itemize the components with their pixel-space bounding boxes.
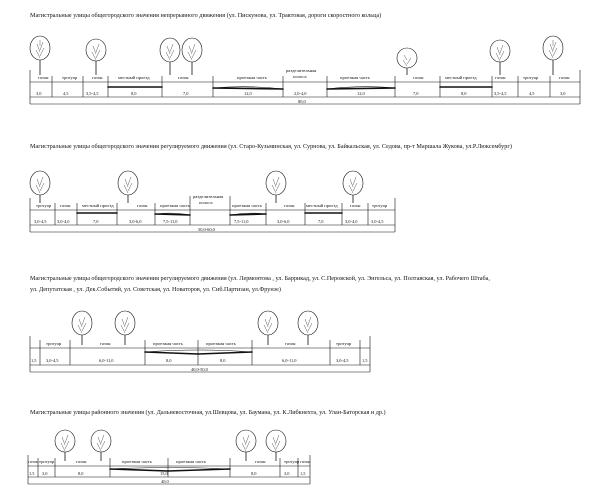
zone-width: 8,0 bbox=[78, 471, 84, 476]
zone-label: газон bbox=[38, 75, 49, 80]
zone-width: 6,0-11,0 bbox=[99, 358, 114, 363]
zone-label: газон bbox=[255, 459, 266, 464]
section-4-caption: Магистральные улицы районного значения (ул. Дальневосточная, ул.Шевцова, ул. Баумана, ул. К.Либкнехта, ул. Улан-Баторская и др.) bbox=[30, 409, 386, 416]
zone-label: газон bbox=[284, 203, 295, 208]
zone-label: местный проезд bbox=[445, 75, 477, 80]
zone-label: газон bbox=[92, 75, 103, 80]
tree-icon bbox=[55, 430, 75, 461]
total-width: 80,0 bbox=[298, 99, 306, 104]
zone-label: полоса bbox=[199, 200, 213, 205]
zone-label: газон bbox=[60, 203, 71, 208]
tree-icon bbox=[91, 430, 111, 461]
zone-width: 6,0-11,0 bbox=[282, 358, 297, 363]
zone-width: 3,0-4,5 bbox=[34, 219, 47, 224]
zone-label: проезжая часть bbox=[340, 75, 370, 80]
tree-icon bbox=[258, 311, 278, 345]
zone-label: тротуар bbox=[36, 203, 52, 208]
zone-width: 12,0 bbox=[357, 91, 365, 96]
zone-width: 7,5-11,0 bbox=[163, 219, 178, 224]
zone-width: 8,0 bbox=[166, 358, 172, 363]
zone-width: 3,0-4,5 bbox=[46, 358, 59, 363]
zone-width: 3,0 bbox=[560, 91, 566, 96]
zone-width: 3,0 bbox=[284, 471, 290, 476]
zone-width: 8,0 bbox=[461, 91, 467, 96]
section-3-caption-line-2: ул. Депутатская , ул. Дек.Событий, ул. Советская, ул. Новаторов, ул. Сиб.Партизан, ул.Фрунзе) bbox=[30, 286, 281, 293]
zone-width: 7,0 bbox=[183, 91, 189, 96]
zone-label: газон bbox=[28, 459, 39, 464]
zone-width: 3,0 bbox=[36, 91, 42, 96]
section-4 bbox=[28, 409, 386, 485]
zone-label: тротуар bbox=[39, 459, 55, 464]
tree-icon bbox=[236, 430, 256, 461]
zone-label: местный проезд bbox=[118, 75, 150, 80]
zone-label: проезжая часть bbox=[232, 203, 262, 208]
zone-label: проезжая часть bbox=[153, 341, 183, 346]
zone-width: 3,5-4,5 bbox=[86, 91, 99, 96]
zone-label: местный проезд bbox=[82, 203, 114, 208]
zone-width: 4,5 bbox=[529, 91, 535, 96]
tree-icon bbox=[30, 171, 50, 203]
tree-icon bbox=[490, 40, 510, 75]
zone-label: проезжая часть bbox=[237, 75, 267, 80]
section-4-dimensions bbox=[29, 471, 306, 485]
zone-label: тротуар bbox=[372, 203, 388, 208]
section-1-caption: Магистральные улицы общегородского значения непрерывного движения (ул. Пискунова, ул. Трактовая, дороги скоростного кольца) bbox=[30, 12, 382, 19]
zone-width: 1,5 bbox=[29, 471, 35, 476]
section-2-zones bbox=[36, 194, 388, 208]
total-width: 40,0 bbox=[161, 479, 169, 484]
zone-width: 12,0 bbox=[244, 91, 252, 96]
zone-width: 4,5 bbox=[63, 91, 69, 96]
tree-icon bbox=[266, 430, 286, 461]
zone-label: газон bbox=[413, 75, 424, 80]
tree-icon bbox=[266, 171, 286, 203]
tree-icon bbox=[160, 38, 180, 75]
tree-icon bbox=[543, 36, 563, 75]
zone-label: тротуар bbox=[336, 341, 352, 346]
zone-width: 8,0 bbox=[220, 358, 226, 363]
total-width: 40,0-50,0 bbox=[191, 367, 208, 372]
zone-width: 3,0-4,5 bbox=[371, 219, 384, 224]
tree-icon bbox=[343, 171, 363, 203]
section-1 bbox=[30, 12, 580, 105]
zone-label: тротуар bbox=[284, 459, 300, 464]
tree-icon bbox=[118, 171, 138, 203]
zone-width: 3,0-4,0 bbox=[57, 219, 70, 224]
zone-label: газон bbox=[300, 459, 311, 464]
section-4-zones bbox=[28, 459, 311, 464]
zone-label: разделительная bbox=[193, 194, 224, 199]
zone-label: проезжая часть bbox=[206, 341, 236, 346]
section-2 bbox=[30, 143, 512, 233]
zone-label: проезжая часть bbox=[176, 459, 206, 464]
zone-label: тротуар bbox=[62, 75, 78, 80]
zone-label: газон bbox=[137, 203, 148, 208]
zone-width: 3,0-6,0 bbox=[277, 219, 290, 224]
section-3-caption-line-1: Магистральные улицы общегородского значения регулируемого движения (ул. Лермонтова , ул. Баррикад, ул. С.Перовской, ул. Энгельса, ул. Полтавская, ул. Рабочего Штаба, bbox=[30, 275, 490, 282]
zone-label: газон bbox=[285, 341, 296, 346]
zone-width: 8,0 bbox=[131, 91, 137, 96]
total-width: 50,0-60,0 bbox=[198, 227, 215, 232]
section-2-caption: Магистральные улицы общегородского значения регулируемого движения (ул. Старо-Кузьминская, ул. Сурнова, ул. Байкальская, ул. Седова, пр-т Маршала Жукова, ул.Р.Люксембург) bbox=[30, 143, 512, 150]
zone-width: 7,5-11,0 bbox=[234, 219, 249, 224]
zone-width: 3,0-4,5 bbox=[336, 358, 349, 363]
zone-label: газон bbox=[559, 75, 570, 80]
zone-label: проезжая часть bbox=[122, 459, 152, 464]
tree-icon bbox=[86, 39, 106, 75]
tree-icon bbox=[115, 311, 135, 345]
zone-width: 3,0 bbox=[42, 471, 48, 476]
section-1-dimensions bbox=[36, 91, 566, 105]
tree-icon bbox=[397, 48, 417, 75]
zone-width: 3,0-6,0 bbox=[129, 219, 142, 224]
zone-width: 3,0-4,0 bbox=[345, 219, 358, 224]
zone-label: газон bbox=[76, 459, 87, 464]
zone-label: газон bbox=[178, 75, 189, 80]
tree-icon bbox=[182, 38, 202, 75]
zone-label: газон bbox=[350, 203, 361, 208]
tree-icon bbox=[30, 36, 50, 75]
zone-width: 1,5 bbox=[362, 358, 368, 363]
tree-icon bbox=[298, 311, 318, 345]
zone-label: полоса bbox=[293, 74, 307, 79]
section-3-zones bbox=[46, 341, 352, 346]
zone-width: 7,0 bbox=[413, 91, 419, 96]
zone-width: 3,5-4,5 bbox=[494, 91, 507, 96]
section-1-zones bbox=[38, 68, 570, 80]
zone-label: тротуар bbox=[46, 341, 62, 346]
zone-label: разделительная bbox=[286, 68, 317, 73]
zone-label: газон bbox=[100, 341, 111, 346]
section-2-dimensions bbox=[34, 219, 384, 233]
zone-width: 15,0 bbox=[160, 471, 168, 476]
zone-label: газон bbox=[495, 75, 506, 80]
section-3-dimensions bbox=[31, 358, 368, 373]
zone-label: тротуар bbox=[523, 75, 539, 80]
zone-label: местный проезд bbox=[306, 203, 338, 208]
zone-label: проезжая часть bbox=[160, 203, 190, 208]
zone-width: 8,0 bbox=[251, 471, 257, 476]
zone-width: 1,5 bbox=[31, 358, 37, 363]
tree-icon bbox=[72, 311, 92, 345]
zone-width: 7,0 bbox=[318, 219, 324, 224]
zone-width: 2,0-4,0 bbox=[294, 91, 307, 96]
zone-width: 1,5 bbox=[300, 471, 306, 476]
zone-width: 7,0 bbox=[93, 219, 99, 224]
section-3 bbox=[30, 275, 490, 373]
